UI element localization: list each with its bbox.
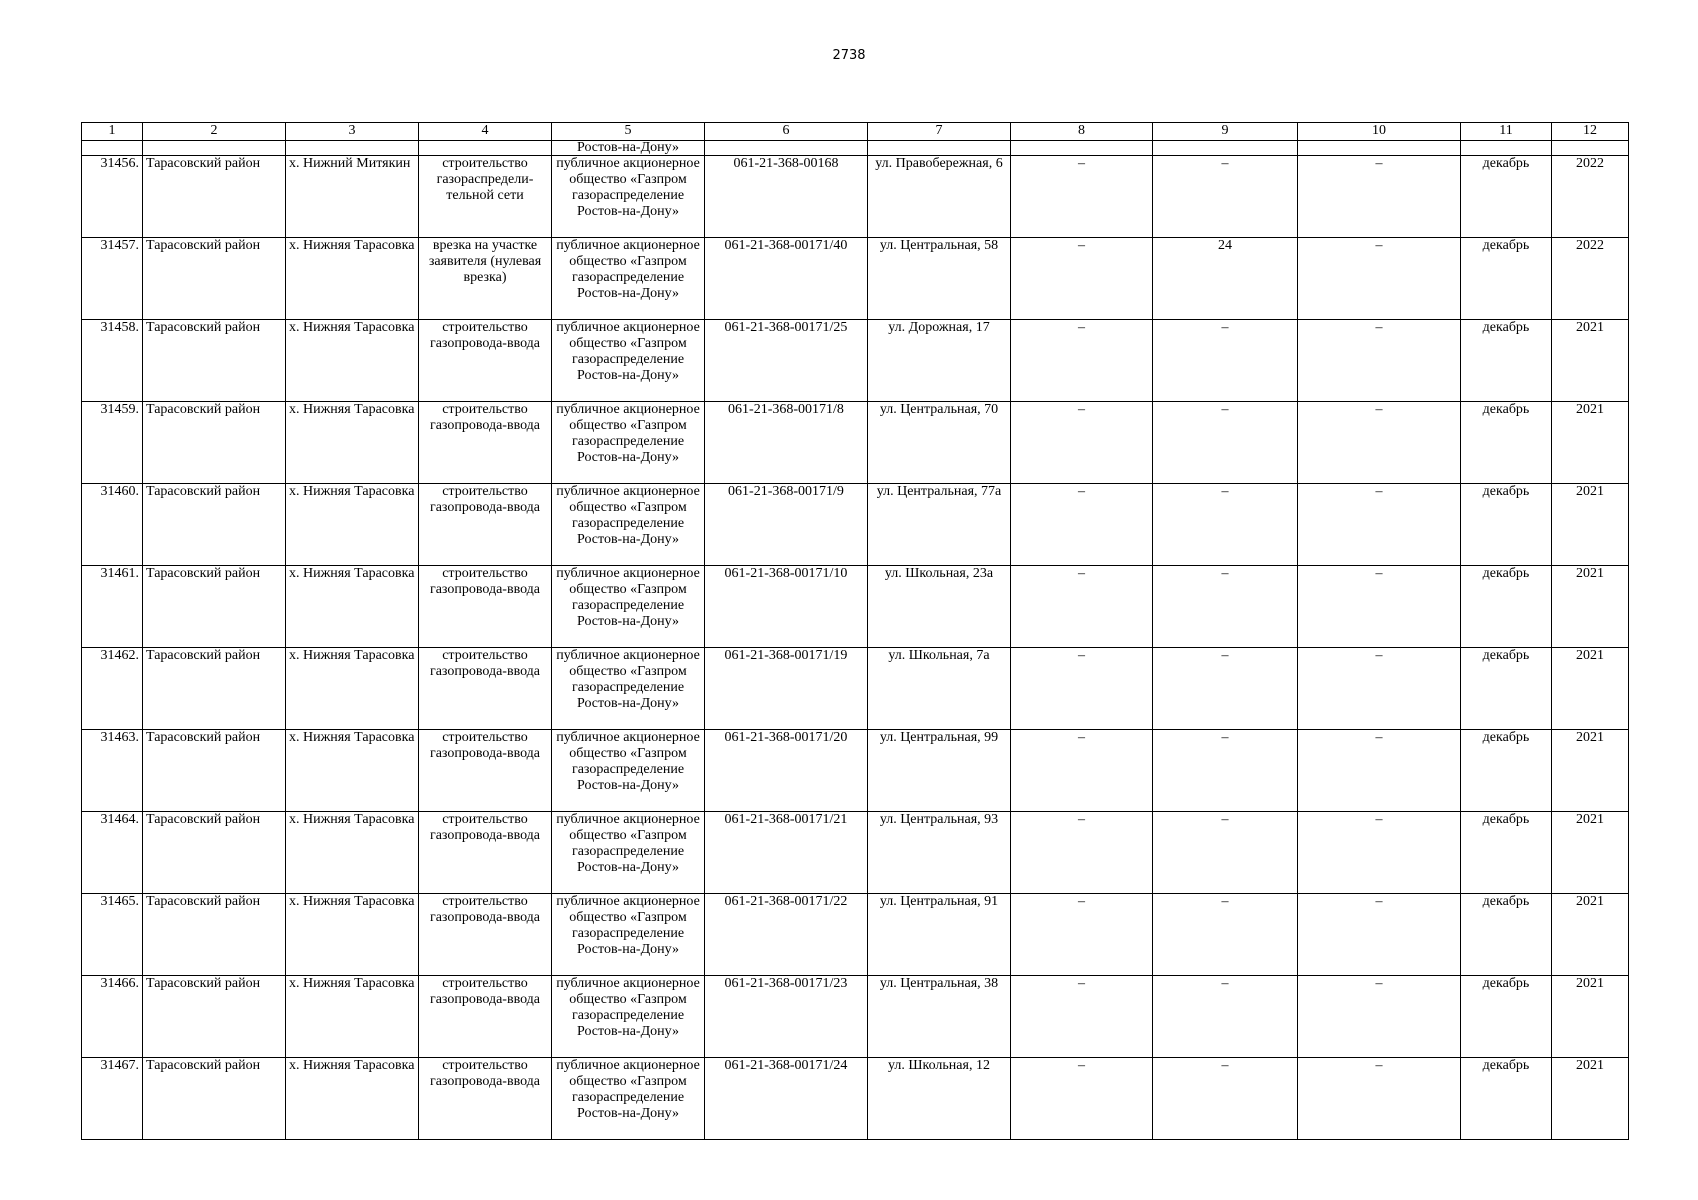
table-cell xyxy=(868,141,1011,156)
address-cell: ул. Школьная, 12 xyxy=(868,1058,1011,1140)
year-cell: 2021 xyxy=(1552,320,1629,402)
address-cell: ул. Центральная, 58 xyxy=(868,238,1011,320)
registry-table xyxy=(81,122,1629,1140)
month-cell: декабрь xyxy=(1461,484,1552,566)
code-cell: 061-21-368-00171/21 xyxy=(705,812,868,894)
month-cell: декабрь xyxy=(1461,320,1552,402)
district-cell: Тарасовский район xyxy=(143,320,286,402)
column-8-cell: – xyxy=(1011,648,1153,730)
table-row xyxy=(82,484,1629,566)
owner-cell: публичное акционерное общество «Газпром газораспределение Ростов-на-Дону» xyxy=(552,648,705,730)
year-cell: 2021 xyxy=(1552,648,1629,730)
continuation-row xyxy=(82,141,1629,156)
work-type-cell: строительство газопровода-ввода xyxy=(419,1058,552,1140)
month-cell: декабрь xyxy=(1461,894,1552,976)
column-9-cell: – xyxy=(1153,156,1298,238)
code-cell: 061-21-368-00171/25 xyxy=(705,320,868,402)
settlement-cell: х. Нижняя Тарасовка xyxy=(286,320,419,402)
column-8-cell: – xyxy=(1011,894,1153,976)
work-type-cell: строительство газопровода-ввода xyxy=(419,648,552,730)
column-10-cell: – xyxy=(1298,238,1461,320)
row-number-cell: 31467. xyxy=(82,1058,143,1140)
district-cell: Тарасовский район xyxy=(143,238,286,320)
column-10-cell: – xyxy=(1298,976,1461,1058)
settlement-cell: х. Нижняя Тарасовка xyxy=(286,566,419,648)
code-cell: 061-21-368-00171/9 xyxy=(705,484,868,566)
table-row xyxy=(82,402,1629,484)
header-cell: 12 xyxy=(1552,123,1629,141)
column-10-cell: – xyxy=(1298,566,1461,648)
column-8-cell: – xyxy=(1011,156,1153,238)
address-cell: ул. Центральная, 38 xyxy=(868,976,1011,1058)
month-cell: декабрь xyxy=(1461,730,1552,812)
settlement-cell: х. Нижняя Тарасовка xyxy=(286,976,419,1058)
row-number-cell: 31465. xyxy=(82,894,143,976)
header-cell: 4 xyxy=(419,123,552,141)
month-cell: декабрь xyxy=(1461,566,1552,648)
work-type-cell: строительство газопровода-ввода xyxy=(419,320,552,402)
row-number-cell: 31461. xyxy=(82,566,143,648)
settlement-cell: х. Нижняя Тарасовка xyxy=(286,812,419,894)
column-8-cell: – xyxy=(1011,730,1153,812)
code-cell: 061-21-368-00171/23 xyxy=(705,976,868,1058)
month-cell: декабрь xyxy=(1461,648,1552,730)
header-cell: 1 xyxy=(82,123,143,141)
code-cell: 061-21-368-00171/19 xyxy=(705,648,868,730)
column-8-cell: – xyxy=(1011,320,1153,402)
code-cell: 061-21-368-00171/40 xyxy=(705,238,868,320)
header-cell: 11 xyxy=(1461,123,1552,141)
owner-cell: публичное акционерное общество «Газпром газораспределение Ростов-на-Дону» xyxy=(552,894,705,976)
owner-cell: публичное акционерное общество «Газпром газораспределение Ростов-на-Дону» xyxy=(552,976,705,1058)
column-10-cell: – xyxy=(1298,484,1461,566)
code-cell: 061-21-368-00171/24 xyxy=(705,1058,868,1140)
month-cell: декабрь xyxy=(1461,976,1552,1058)
column-8-cell: – xyxy=(1011,976,1153,1058)
column-10-cell: – xyxy=(1298,156,1461,238)
district-cell: Тарасовский район xyxy=(143,1058,286,1140)
settlement-cell: х. Нижний Митякин xyxy=(286,156,419,238)
table-row xyxy=(82,648,1629,730)
address-cell: ул. Центральная, 77а xyxy=(868,484,1011,566)
year-cell: 2021 xyxy=(1552,484,1629,566)
code-cell: 061-21-368-00171/22 xyxy=(705,894,868,976)
column-10-cell: – xyxy=(1298,812,1461,894)
column-10-cell: – xyxy=(1298,320,1461,402)
header-cell: 7 xyxy=(868,123,1011,141)
column-9-cell: – xyxy=(1153,1058,1298,1140)
work-type-cell: строительство газораспредели-тельной сети xyxy=(419,156,552,238)
address-cell: ул. Школьная, 7а xyxy=(868,648,1011,730)
row-number-cell: 31457. xyxy=(82,238,143,320)
table-cell xyxy=(419,141,552,156)
table-cell xyxy=(143,141,286,156)
column-9-cell: – xyxy=(1153,648,1298,730)
table-row xyxy=(82,730,1629,812)
table-cell xyxy=(286,141,419,156)
district-cell: Тарасовский район xyxy=(143,566,286,648)
settlement-cell: х. Нижняя Тарасовка xyxy=(286,1058,419,1140)
district-cell: Тарасовский район xyxy=(143,156,286,238)
month-cell: декабрь xyxy=(1461,402,1552,484)
column-9-cell: – xyxy=(1153,730,1298,812)
settlement-cell: х. Нижняя Тарасовка xyxy=(286,730,419,812)
table-row xyxy=(82,320,1629,402)
year-cell: 2022 xyxy=(1552,156,1629,238)
work-type-cell: строительство газопровода-ввода xyxy=(419,484,552,566)
work-type-cell: строительство газопровода-ввода xyxy=(419,566,552,648)
header-cell: 8 xyxy=(1011,123,1153,141)
table-cell xyxy=(1461,141,1552,156)
table-row xyxy=(82,976,1629,1058)
table-row xyxy=(82,1058,1629,1140)
column-10-cell: – xyxy=(1298,1058,1461,1140)
header-cell: 2 xyxy=(143,123,286,141)
column-9-cell: – xyxy=(1153,566,1298,648)
work-type-cell: строительство газопровода-ввода xyxy=(419,812,552,894)
table-body xyxy=(82,123,1629,1140)
header-cell: 10 xyxy=(1298,123,1461,141)
year-cell: 2022 xyxy=(1552,238,1629,320)
header-cell: 6 xyxy=(705,123,868,141)
column-8-cell: – xyxy=(1011,566,1153,648)
address-cell: ул. Центральная, 93 xyxy=(868,812,1011,894)
column-10-cell: – xyxy=(1298,648,1461,730)
column-8-cell: – xyxy=(1011,402,1153,484)
row-number-cell: 31458. xyxy=(82,320,143,402)
district-cell: Тарасовский район xyxy=(143,648,286,730)
table-cell xyxy=(82,141,143,156)
district-cell: Тарасовский район xyxy=(143,730,286,812)
settlement-cell: х. Нижняя Тарасовка xyxy=(286,402,419,484)
column-8-cell: – xyxy=(1011,1058,1153,1140)
address-cell: ул. Центральная, 99 xyxy=(868,730,1011,812)
address-cell: ул. Школьная, 23а xyxy=(868,566,1011,648)
address-cell: ул. Дорожная, 17 xyxy=(868,320,1011,402)
table-row xyxy=(82,566,1629,648)
owner-cell: публичное акционерное общество «Газпром газораспределение Ростов-на-Дону» xyxy=(552,156,705,238)
table-row xyxy=(82,156,1629,238)
column-10-cell: – xyxy=(1298,402,1461,484)
row-number-cell: 31466. xyxy=(82,976,143,1058)
header-cell: 3 xyxy=(286,123,419,141)
column-8-cell: – xyxy=(1011,484,1153,566)
year-cell: 2021 xyxy=(1552,976,1629,1058)
column-9-cell: – xyxy=(1153,320,1298,402)
row-number-cell: 31464. xyxy=(82,812,143,894)
header-cell: 9 xyxy=(1153,123,1298,141)
column-8-cell: – xyxy=(1011,238,1153,320)
owner-cell: публичное акционерное общество «Газпром газораспределение Ростов-на-Дону» xyxy=(552,238,705,320)
year-cell: 2021 xyxy=(1552,812,1629,894)
year-cell: 2021 xyxy=(1552,1058,1629,1140)
owner-cell: публичное акционерное общество «Газпром газораспределение Ростов-на-Дону» xyxy=(552,566,705,648)
header-cell: 5 xyxy=(552,123,705,141)
settlement-cell: х. Нижняя Тарасовка xyxy=(286,894,419,976)
month-cell: декабрь xyxy=(1461,812,1552,894)
table-cell xyxy=(1298,141,1461,156)
table-cell xyxy=(1552,141,1629,156)
code-cell: 061-21-368-00171/10 xyxy=(705,566,868,648)
column-9-cell: – xyxy=(1153,812,1298,894)
address-cell: ул. Центральная, 70 xyxy=(868,402,1011,484)
work-type-cell: строительство газопровода-ввода xyxy=(419,402,552,484)
table-row xyxy=(82,238,1629,320)
settlement-cell: х. Нижняя Тарасовка xyxy=(286,648,419,730)
code-cell: 061-21-368-00171/8 xyxy=(705,402,868,484)
year-cell: 2021 xyxy=(1552,894,1629,976)
year-cell: 2021 xyxy=(1552,730,1629,812)
page-number: 2738 xyxy=(832,48,866,63)
work-type-cell: строительство газопровода-ввода xyxy=(419,730,552,812)
month-cell: декабрь xyxy=(1461,238,1552,320)
column-9-cell: – xyxy=(1153,894,1298,976)
column-9-cell: 24 xyxy=(1153,238,1298,320)
work-type-cell: строительство газопровода-ввода xyxy=(419,976,552,1058)
row-number-cell: 31460. xyxy=(82,484,143,566)
work-type-cell: строительство газопровода-ввода xyxy=(419,894,552,976)
column-9-cell: – xyxy=(1153,484,1298,566)
table-cell xyxy=(705,141,868,156)
column-8-cell: – xyxy=(1011,812,1153,894)
table-cell xyxy=(1011,141,1153,156)
column-9-cell: – xyxy=(1153,976,1298,1058)
district-cell: Тарасовский район xyxy=(143,484,286,566)
column-9-cell: – xyxy=(1153,402,1298,484)
work-type-cell: врезка на участке заявителя (нулевая врезка) xyxy=(419,238,552,320)
column-number-header xyxy=(82,123,1629,141)
month-cell: декабрь xyxy=(1461,1058,1552,1140)
month-cell: декабрь xyxy=(1461,156,1552,238)
row-number-cell: 31456. xyxy=(82,156,143,238)
settlement-cell: х. Нижняя Тарасовка xyxy=(286,238,419,320)
owner-cell: публичное акционерное общество «Газпром газораспределение Ростов-на-Дону» xyxy=(552,1058,705,1140)
table-row xyxy=(82,812,1629,894)
owner-cell: публичное акционерное общество «Газпром газораспределение Ростов-на-Дону» xyxy=(552,812,705,894)
owner-cell: публичное акционерное общество «Газпром газораспределение Ростов-на-Дону» xyxy=(552,730,705,812)
owner-cell: публичное акционерное общество «Газпром газораспределение Ростов-на-Дону» xyxy=(552,484,705,566)
code-cell: 061-21-368-00171/20 xyxy=(705,730,868,812)
row-number-cell: 31462. xyxy=(82,648,143,730)
district-cell: Тарасовский район xyxy=(143,812,286,894)
table-row xyxy=(82,894,1629,976)
row-number-cell: 31459. xyxy=(82,402,143,484)
table-cell xyxy=(1153,141,1298,156)
column-10-cell: – xyxy=(1298,730,1461,812)
district-cell: Тарасовский район xyxy=(143,894,286,976)
column-10-cell: – xyxy=(1298,894,1461,976)
owner-cell: публичное акционерное общество «Газпром газораспределение Ростов-на-Дону» xyxy=(552,320,705,402)
continuation-owner-cell: Ростов-на-Дону» xyxy=(552,141,705,156)
address-cell: ул. Правобережная, 6 xyxy=(868,156,1011,238)
district-cell: Тарасовский район xyxy=(143,402,286,484)
row-number-cell: 31463. xyxy=(82,730,143,812)
year-cell: 2021 xyxy=(1552,566,1629,648)
owner-cell: публичное акционерное общество «Газпром газораспределение Ростов-на-Дону» xyxy=(552,402,705,484)
code-cell: 061-21-368-00168 xyxy=(705,156,868,238)
address-cell: ул. Центральная, 91 xyxy=(868,894,1011,976)
settlement-cell: х. Нижняя Тарасовка xyxy=(286,484,419,566)
district-cell: Тарасовский район xyxy=(143,976,286,1058)
year-cell: 2021 xyxy=(1552,402,1629,484)
